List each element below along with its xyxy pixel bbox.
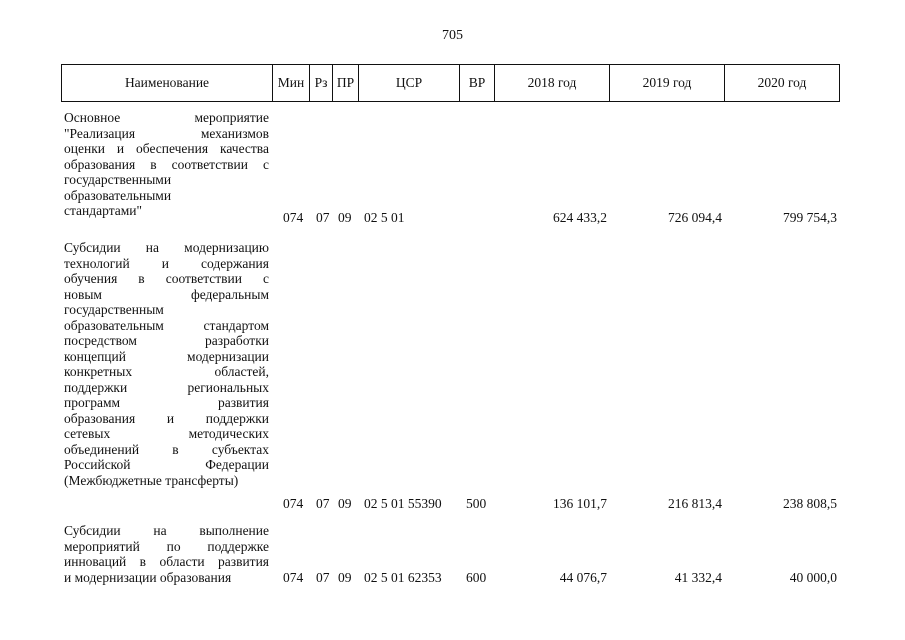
row-csr: 02 5 01 55390	[364, 496, 442, 511]
row-rz: 07	[316, 496, 330, 511]
header-2020: 2020 год	[725, 65, 840, 102]
header-name: Наименование	[62, 65, 273, 102]
header-rz: Рз	[310, 65, 333, 102]
row-2018: 136 101,7	[553, 496, 607, 511]
header-min: Мин	[273, 65, 310, 102]
row-name: Субсидии на выполнение мероприятий по поддержке инноваций в области развития и модернизации образования	[64, 523, 269, 585]
header-csr: ЦСР	[359, 65, 460, 102]
row-vr: 600	[466, 570, 487, 585]
row-pr: 09	[338, 210, 352, 225]
row-2019: 726 094,4	[668, 210, 722, 225]
row-2020: 799 754,3	[783, 210, 837, 225]
row-min: 074	[283, 570, 304, 585]
header-2019: 2019 год	[610, 65, 725, 102]
row-name: Основное мероприятие "Реализация механизмов оценки и обеспечения качества образования в соответствии с государственными образовательными стандартами"	[64, 110, 269, 218]
row-rz: 07	[316, 210, 330, 225]
row-2019: 216 813,4	[668, 496, 722, 511]
row-name: Субсидии на модернизацию технологий и содержания обучения в соответствии с новым федеральным государственным образовательным стандартом посредством разработки концепций модернизации конкретных областей, поддержки региональных программ развития образования и поддержки сетевых методических объединений в субъектах Российской Федерации (Межбюджетные трансферты)	[64, 240, 269, 488]
header-pr: ПР	[333, 65, 359, 102]
row-pr: 09	[338, 496, 352, 511]
row-vr: 500	[466, 496, 487, 511]
row-2020: 40 000,0	[789, 570, 837, 585]
page-number: 705	[442, 28, 463, 43]
row-rz: 07	[316, 570, 330, 585]
row-min: 074	[283, 496, 304, 511]
row-2018: 624 433,2	[553, 210, 607, 225]
header-vr: ВР	[460, 65, 495, 102]
row-2018: 44 076,7	[559, 570, 607, 585]
row-2020: 238 808,5	[783, 496, 837, 511]
row-2019: 41 332,4	[674, 570, 722, 585]
table-header	[61, 64, 840, 102]
header-2018: 2018 год	[495, 65, 610, 102]
row-pr: 09	[338, 570, 352, 585]
row-csr: 02 5 01	[364, 210, 405, 225]
row-min: 074	[283, 210, 304, 225]
row-csr: 02 5 01 62353	[364, 570, 442, 585]
